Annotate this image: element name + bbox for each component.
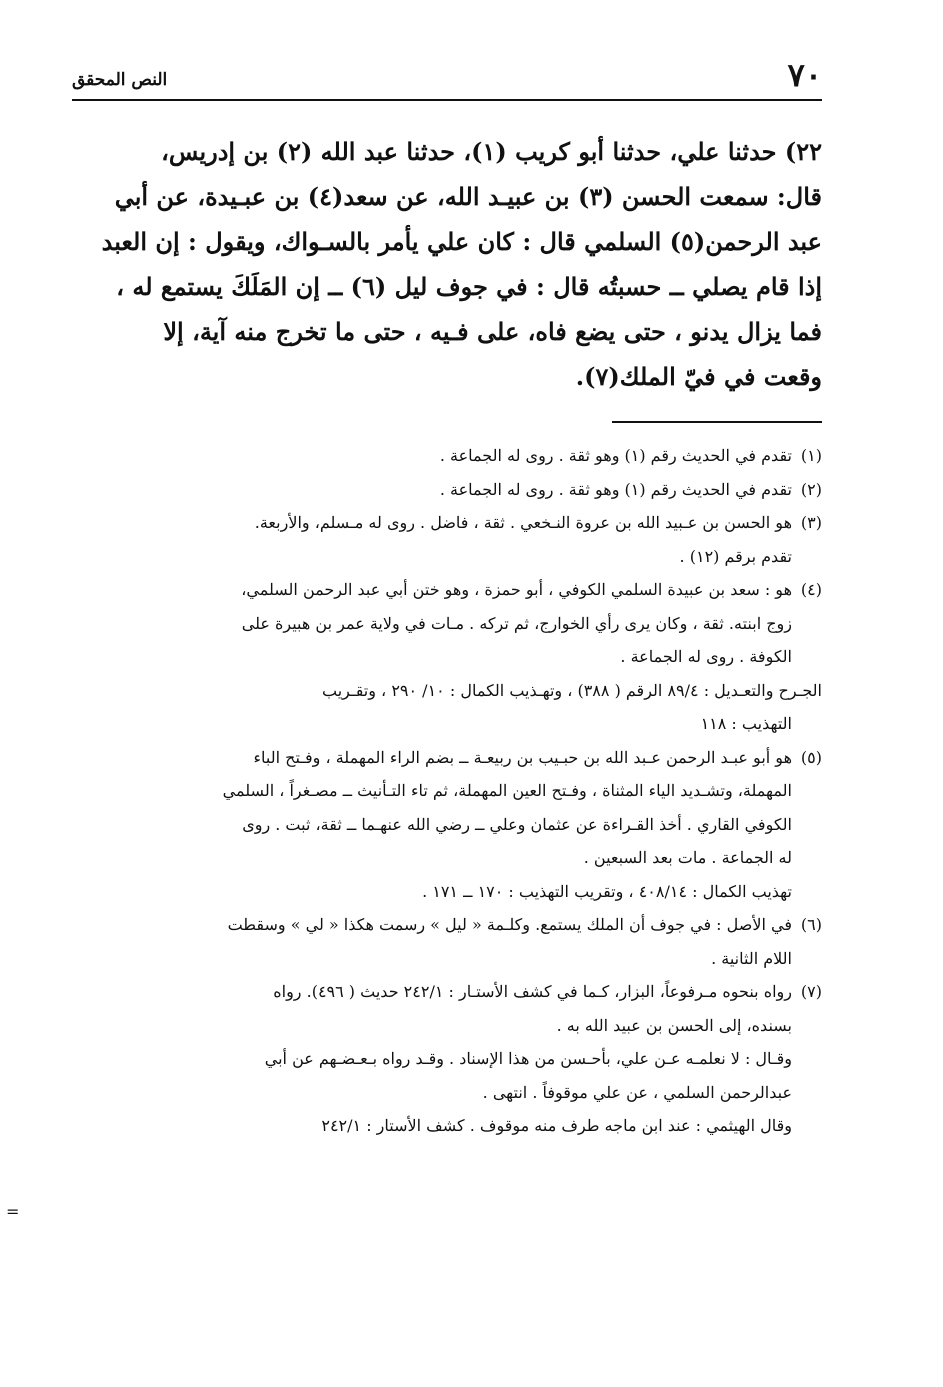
footnote-number: (٦): [800, 915, 822, 934]
footnote-line: هو الحسن بن عـبيد الله بن عروة النـخعي . ثقة ، فاضل . روى له مـسلم، والأربعة.: [254, 513, 792, 532]
footnote-number: (٤): [800, 580, 822, 599]
hadith-line: وقعت في فيّ الملك(٧).: [575, 362, 822, 391]
footnote-number: (٣): [800, 513, 822, 532]
hadith-line: قال: سمعت الحسن (٣) بن عبيـد الله، عن سعد(٤) بن عبـيدة، عن أبي: [114, 182, 822, 211]
running-head: [72, 55, 822, 101]
footnote-line: وقـال : لا نعلمـه عـن علي، بأحـسن من هذا الإسناد . وقـد رواه بـعـضـهم عن أبي: [264, 1049, 792, 1068]
footnote-line: زوج ابنته. ثقة ، وكان يرى رأي الخوارج، ثم تركه . مـات في ولاية عمر بن هبيرة على: [241, 613, 792, 633]
footnote-line: تهذيب الكمال : ٤٠٨/١٤ ، وتقريب التهذيب : ١٧٠ ــ ١٧١ .: [422, 881, 792, 901]
continuation-mark: =: [6, 1202, 20, 1221]
footnote-7: [72, 975, 822, 1143]
footnote-1: [72, 439, 822, 473]
footnote-number: (٢): [800, 479, 822, 499]
footnotes: [72, 439, 822, 1143]
footnote-line: رواه بنحوه مـرفوعاً، البزار، كـما في كشف الأستـار : ٢٤٢/١ حديث ( ٤٩٦). رواه: [273, 982, 792, 1001]
footnote-separator: [612, 421, 822, 423]
hadith-text: [72, 129, 822, 399]
footnote-line: التهذيب : ١١٨: [700, 714, 792, 733]
footnote-2: [72, 473, 822, 507]
footnote-line: اللام الثانية .: [711, 948, 792, 968]
footnote-number: (٧): [800, 982, 822, 1001]
footnote-5: [72, 741, 822, 909]
footnote-line: الجـرح والتعـديل : ٨٩/٤ الرقم ( ٣٨٨) ، وتهـذيب الكمال : ١٠/ ٢٩٠ ، وتقـريب: [322, 680, 822, 700]
footnote-4: [72, 573, 822, 741]
footnote-line: تقدم في الحديث رقم (١) وهو ثقة . روى له الجماعة .: [439, 479, 792, 499]
running-title: النص المحقق: [72, 70, 168, 90]
footnote-line: تقدم في الحديث رقم (١) وهو ثقة . روى له الجماعة .: [439, 446, 792, 465]
footnote-number: (١): [800, 446, 822, 465]
hadith-line: فما يزال يدنو ، حتى يضع فاه، على فـيه ، حتى ما تخرج منه آية، إلا: [163, 317, 822, 346]
page: [72, 55, 822, 1315]
footnote-line: وقال الهيثمي : عند ابن ماجه طرف منه موقوف . كشف الأستار : ٢٤٢/١: [321, 1116, 792, 1135]
footnote-line: عبدالرحمن السلمي ، عن علي موقوفاً . انتهى .: [482, 1082, 792, 1102]
footnote-line: هو : سعد بن عبيدة السلمي الكوفي ، أبو حمزة ، وهو ختن أبي عبد الرحمن السلمي،: [241, 580, 792, 599]
hadith-line: ٢٢) حدثنا علي، حدثنا أبو كريب (١)، حدثنا عبد الله (٢) بن إدريس،: [161, 137, 822, 166]
footnote-line: المهملة، وتشـديد الياء المثناة ، وفـتح العين المهملة، ثم تاء التـأنيث ــ مصـغراً ، السلمي: [222, 781, 792, 800]
footnote-line: الكوفي القاري . أخذ القـراءة عن عثمان وعلي ــ رضي الله عنهـما ــ ثقة، ثبت . روى: [242, 814, 792, 834]
page-number: ٧٠: [787, 56, 822, 94]
footnote-line: الكوفة . روى له الجماعة .: [620, 647, 792, 666]
footnote-6: [72, 908, 822, 975]
footnote-line: في الأصل : في جوف أن الملك يستمع. وكلـمة « ليل » رسمت هكذا « لي » وسقطت: [227, 915, 792, 934]
footnote-3: [72, 506, 822, 573]
footnote-line: هو أبو عبـد الرحمن عـبد الله بن حبـيب بن ربيعـة ــ بضم الراء المهملة ، وفـتح الباء: [253, 747, 792, 767]
footnote-line: له الجماعة . مات بعد السبعين .: [583, 848, 792, 867]
hadith-line: إذا قام يصلي ــ حسبتُه قال : في جوف ليل (٦) ــ إن المَلَكَ يستمع له ،: [116, 272, 822, 301]
footnote-number: (٥): [800, 747, 822, 767]
hadith-line: عبد الرحمن(٥) السلمي قال : كان علي يأمر بالسـواك، ويقول : إن العبد: [101, 227, 822, 256]
footnote-line: بسنده، إلى الحسن بن عبيد الله به .: [556, 1015, 792, 1035]
footnote-line: تقدم برقم (١٢) .: [679, 546, 792, 566]
